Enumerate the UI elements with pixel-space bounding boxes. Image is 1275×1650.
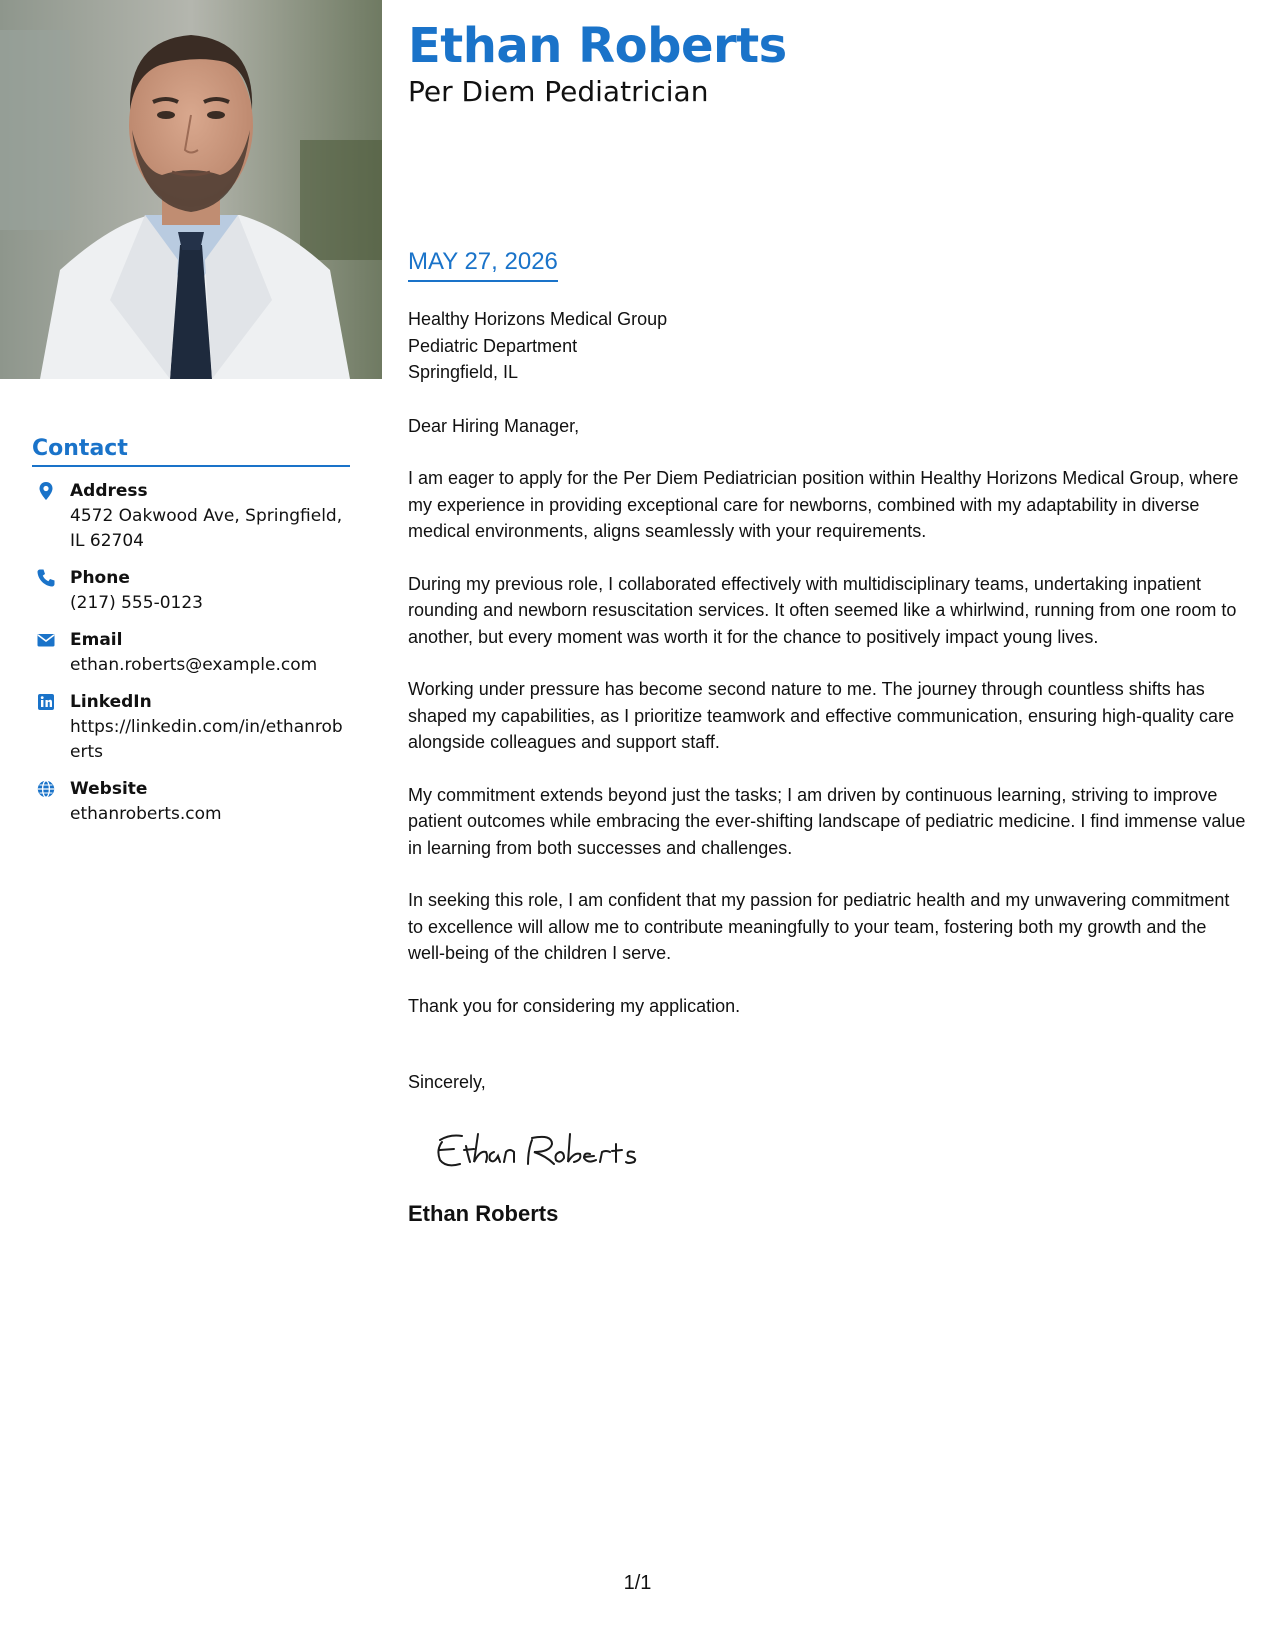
globe-icon xyxy=(36,779,56,799)
paragraph-5: In seeking this role, I am confident that my passion for pediatric health and my unwavering commitment to excellence will allow me to contribute meaningfully to your team, fostering both my growth and the well-being of the children I serve. xyxy=(408,890,1230,963)
paragraph-3: Working under pressure has become second nature to me. The journey through countless shifts has shaped my capabilities, as I prioritize teamwork and effective communication, ensuring high-quality care alongside colleagues and support staff. xyxy=(408,679,1235,752)
envelope-icon xyxy=(36,630,56,650)
contact-item-website xyxy=(32,777,350,827)
recipient-department: Pediatric Department xyxy=(408,335,578,356)
contact-item-phone xyxy=(32,566,350,616)
phone-label: Phone xyxy=(70,568,130,589)
linkedin-label: LinkedIn xyxy=(70,692,152,713)
handwritten-signature xyxy=(428,1120,658,1180)
recipient-block xyxy=(408,306,1248,386)
letter-header xyxy=(408,20,1248,108)
contact-item-linkedin xyxy=(32,690,350,765)
applicant-name: Ethan Roberts xyxy=(408,18,787,74)
contact-heading: Contact xyxy=(32,436,350,467)
email-link[interactable]: ethan.roberts@example.com xyxy=(70,655,318,676)
paragraph-1: I am eager to apply for the Per Diem Pediatrician position within Healthy Horizons Medical Group, where my experience in providing exceptional care for newborns, combined with my adaptability in diverse medical environments, aligns seamlessly with your requirements. xyxy=(408,468,1239,541)
job-title: Per Diem Pediatrician xyxy=(408,74,709,108)
recipient-organization: Healthy Horizons Medical Group xyxy=(408,309,668,329)
closing: Sincerely, xyxy=(408,1072,486,1092)
map-pin-icon xyxy=(36,481,56,501)
paragraph-thanks: Thank you for considering my application. xyxy=(408,995,741,1016)
website-link[interactable]: ethanroberts.com xyxy=(70,804,222,825)
paragraph-2: During my previous role, I collaborated effectively with multidisciplinary teams, undertaking inpatient rounding and newborn resuscitation services. It often seemed like a whirlwind, running from one room to another, but every moment was worth it for the chance to positively impact young lives. xyxy=(408,573,1237,647)
contact-item-address xyxy=(32,479,350,554)
letter-body xyxy=(408,306,1248,1227)
address-label: Address xyxy=(70,481,148,502)
paragraph-4: My commitment extends beyond just the tasks; I am driven by continuous learning, striving to improve patient outcomes while embracing the ever-shifting landscape of pediatric medicine. I find immense value in learning from both successes and challenges. xyxy=(408,784,1246,858)
website-label: Website xyxy=(70,779,148,800)
letter-date: MAY 27, 2026 xyxy=(408,248,558,282)
profile-photo xyxy=(0,0,382,379)
recipient-location: Springfield, IL xyxy=(408,362,519,382)
linkedin-icon xyxy=(36,692,56,712)
phone-icon xyxy=(36,568,56,588)
contact-item-email xyxy=(32,628,350,678)
phone-value[interactable]: (217) 555-0123 xyxy=(70,593,203,614)
page-number: 1/1 xyxy=(623,1572,652,1594)
linkedin-link[interactable]: https://linkedin.com/in/ethanroberts xyxy=(70,717,343,763)
salutation: Dear Hiring Manager, xyxy=(408,415,580,436)
address-value: 4572 Oakwood Ave, Springfield, IL 62704 xyxy=(70,506,343,552)
email-label: Email xyxy=(70,630,123,651)
sidebar xyxy=(0,0,382,1650)
signed-name: Ethan Roberts xyxy=(408,1201,559,1226)
contact-section xyxy=(32,436,350,839)
